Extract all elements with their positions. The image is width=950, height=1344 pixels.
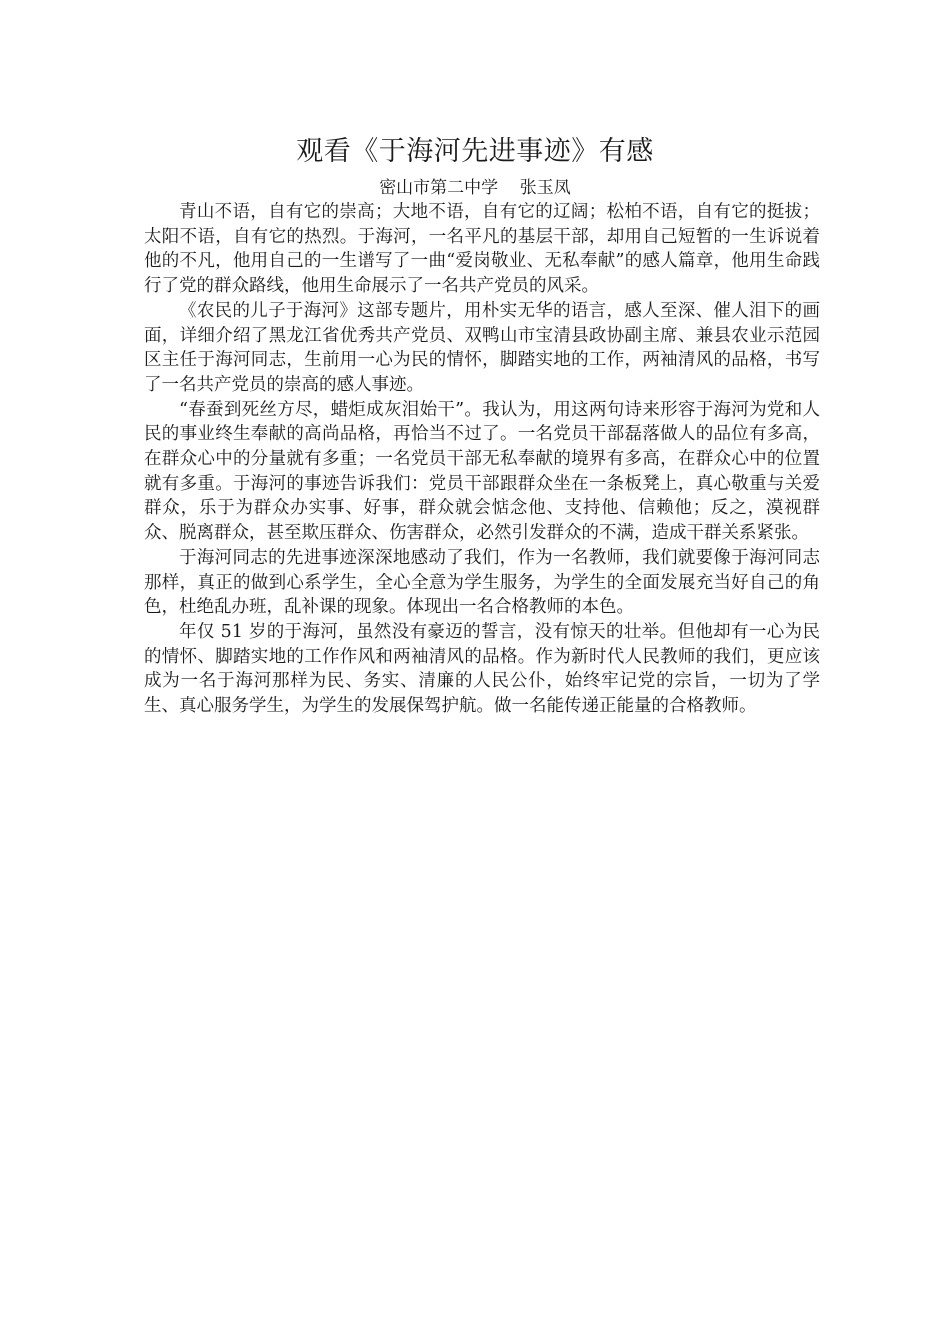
paragraph: “春蚕到死丝方尽，蜡炬成灰泪始干”。我认为，用这两句诗来形容于海河为党和人民的事业终生奉献的高尚品格，再恰当不过了。一名党员干部磊落做人的品位有多高，在群众心中的分量就有多重；一名党员干部无私奉献的境界有多高，在群众心中的位置就有多重。于海河的事迹告诉我们：党员干部跟群众坐在一条板凳上，真心敬重与关爱群众，乐于为群众办实事、好事，群众就会惦念他、支持他、信赖他；反之，漠视群众、脱离群众，甚至欺压群众、伤害群众，必然引发群众的不满，造成干群关系紧张。	[144, 399, 820, 544]
document-title: 观看《于海河先进事迹》有感	[296, 136, 654, 167]
document-body	[144, 200, 820, 719]
paragraph: 年仅 51 岁的于海河，虽然没有豪迈的誓言，没有惊天的壮举。但他却有一心为民的情怀、脚踏实地的工作作风和两袖清风的品格。作为新时代人民教师的我们，更应该成为一名于海河那样为民、务实、清廉的人民公仆，始终牢记党的宗旨，一切为了学生、真心服务学生，为学生的发展保驾护航。做一名能传递正能量的合格教师。	[144, 621, 820, 717]
author-byline: 密山市第二中学 张玉凤	[379, 178, 571, 198]
paragraph: 于海河同志的先进事迹深深地感动了我们，作为一名教师，我们就要像于海河同志那样，真正的做到心系学生，全心全意为学生服务，为学生的全面发展充当好自己的角色，杜绝乱办班，乱补课的现象。体现出一名合格教师的本色。	[144, 547, 820, 618]
paragraph: 《农民的儿子于海河》这部专题片，用朴实无华的语言，感人至深、催人泪下的画面，详细介绍了黑龙江省优秀共产党员、双鸭山市宝清县政协副主席、兼县农业示范园区主任于海河同志，生前用一心为民的情怀，脚踏实地的工作，两袖清风的品格，书写了一名共产党员的崇高的感人事迹。	[144, 300, 820, 395]
paragraph: 青山不语，自有它的崇高；大地不语，自有它的辽阔；松柏不语，自有它的挺拔；太阳不语，自有它的热烈。于海河，一名平凡的基层干部，却用自己短暂的一生诉说着他的不凡，他用自己的一生谱写了一曲“爱岗敬业、无私奉献”的感人篇章，他用生命践行了党的群众路线，他用生命展示了一名共产党员的风采。	[144, 202, 820, 297]
